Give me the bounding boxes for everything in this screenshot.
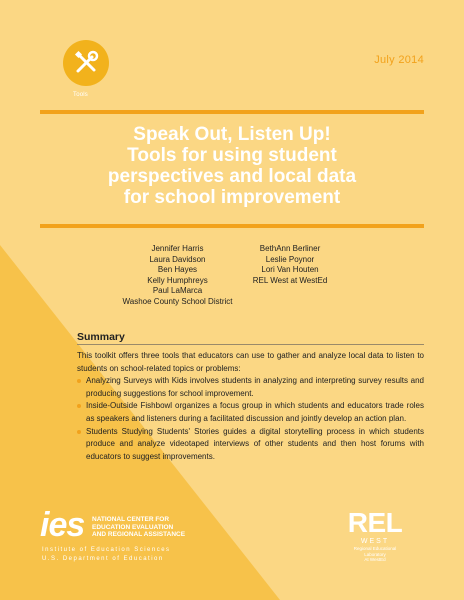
rel-west-label: WEST: [360, 538, 390, 545]
summary-bullet-text: Inside-Outside Fishbowl organizes a focus group in which students and educators trade roles as speakers and listeners during a facilitated discussion and jointly develop an action plan.: [86, 401, 424, 423]
report-title: [40, 124, 424, 208]
ies-name-line: AND REGIONAL ASSISTANCE: [92, 531, 186, 538]
author-name: Ben Hayes: [157, 265, 198, 274]
summary-heading: Summary: [77, 331, 125, 343]
ies-name-line: EDUCATION EVALUATION: [92, 523, 174, 531]
summary-body: [77, 350, 424, 463]
title-bottom-rule: [40, 224, 424, 228]
tools-badge: [63, 40, 109, 86]
summary-bullet-text: Students Studying Students' Stories guides a digital storytelling process in which students produce and analyze videotaped interviews of other students and then host forums with educators to suggest improvements.: [86, 426, 424, 461]
ies-name-line: NATIONAL CENTER FOR: [92, 516, 170, 523]
badge-label: Tools: [73, 92, 89, 98]
rel-west-logo: [343, 508, 407, 563]
rel-subtitle: Regional Educational Laboratory: [353, 546, 397, 557]
title-line: Tools for using student: [127, 145, 337, 166]
summary-rule: [77, 344, 424, 345]
title-line: Speak Out, Listen Up!: [133, 124, 331, 145]
summary-bullet-list: [77, 375, 424, 463]
author-name: Lori Van Houten: [261, 265, 319, 274]
ies-institute: Institute of Education Sciences: [42, 547, 171, 553]
title-line: perspectives and local data: [107, 166, 357, 187]
author-name: Kelly Humphreys: [147, 275, 208, 285]
bullet-icon: [77, 404, 81, 408]
authors-right: [245, 244, 335, 286]
author-name: BethAnn Berliner: [259, 244, 321, 253]
bullet-icon: [77, 430, 81, 434]
author-affiliation: REL West at WestEd: [252, 275, 328, 285]
author-name: Laura Davidson: [149, 254, 206, 264]
summary-intro: This toolkit offers three tools that educators can use to gather and analyze local data to listen to students on school-related topics or problems:: [77, 351, 424, 373]
publication-date: July 2014: [374, 54, 424, 66]
summary-bullet: [77, 426, 424, 464]
summary-bullet: [77, 400, 424, 425]
ies-center-name: [92, 516, 185, 539]
rel-mark: REL: [347, 507, 403, 538]
bullet-icon: [77, 379, 81, 383]
ies-department: U.S. Department of Education: [42, 556, 164, 562]
author-name: Jennifer Harris: [151, 244, 204, 253]
title-top-rule: [40, 110, 424, 114]
author-name: Leslie Poynor: [265, 254, 315, 264]
authors-left: [110, 244, 245, 307]
author-affiliation: Washoe County School District: [122, 296, 233, 306]
summary-bullet-text: Analyzing Surveys with Kids involves students in analyzing and interpreting survey results and producing suggestions for school improvement.: [86, 376, 424, 398]
title-line: for school improvement: [123, 187, 341, 208]
ies-mark: ies: [40, 506, 85, 544]
rel-subtitle: At WestEd: [364, 557, 386, 562]
wrench-screwdriver-icon: [73, 50, 99, 76]
author-name: Paul LaMarca: [152, 286, 203, 295]
summary-bullet: [77, 375, 424, 400]
